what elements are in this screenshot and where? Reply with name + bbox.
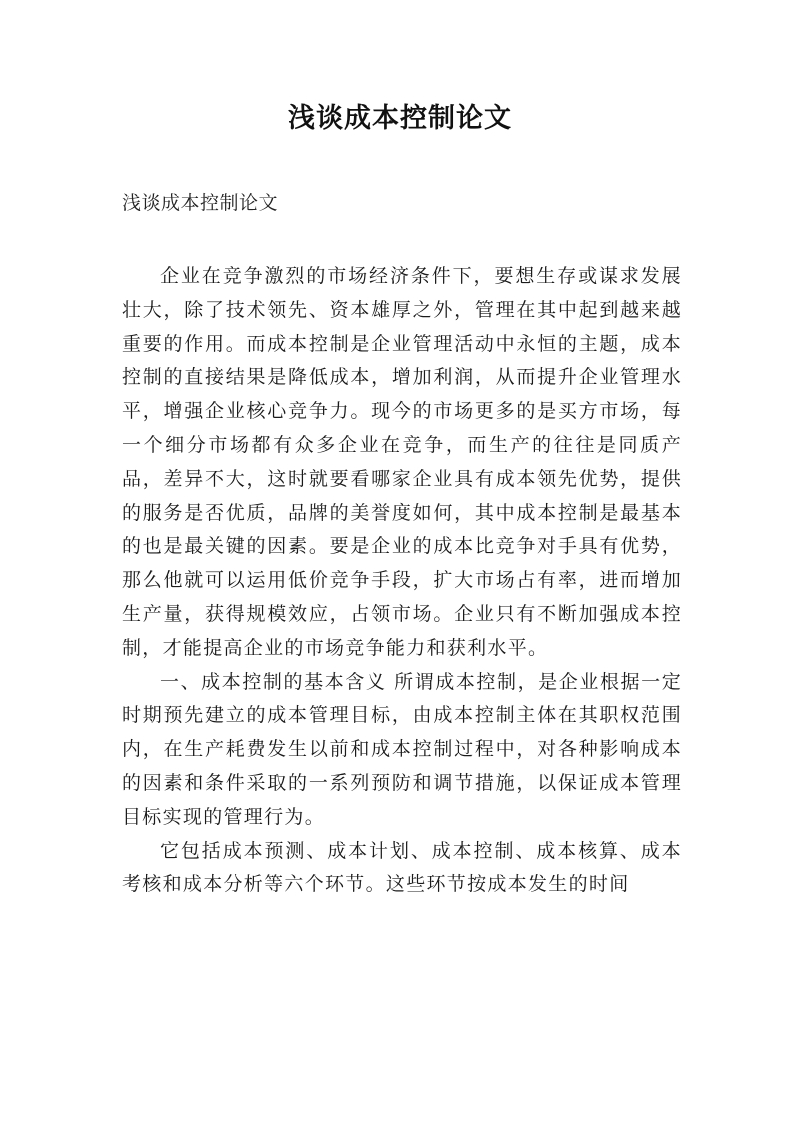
- document-subtitle: 浅谈成本控制论文: [122, 192, 279, 214]
- paragraph-definition: 一、成本控制的基本含义 所谓成本控制，是企业根据一定时期预先建立的成本管理目标，由成本控制主体在其职权范围内，在生产耗费发生以前和成本控制过程中，对各种影响成本的因素和条件采取的一系列预防和调节措施，以保证成本管理目标实现的管理行为。: [122, 670, 682, 828]
- paragraph-stages: 它包括成本预测、成本计划、成本控制、成本核算、成本考核和成本分析等六个环节。这些环节按成本发生的时间: [122, 839, 682, 896]
- document-body: [122, 260, 682, 902]
- document-title: 浅谈成本控制论文: [288, 103, 512, 134]
- paragraph-intro: 企业在竞争激烈的市场经济条件下，要想生存或谋求发展壮大，除了技术领先、资本雄厚之外，管理在其中起到越来越重要的作用。而成本控制是企业管理活动中永恒的主题，成本控制的直接结果是降低成本，增加利润，从而提升企业管理水平，增强企业核心竞争力。现今的市场更多的是买方市场，每一个细分市场都有众多企业在竞争，而生产的往往是同质产品，差异不大，这时就要看哪家企业具有成本领先优势，提供的服务是否优质，品牌的美誉度如何，其中成本控制是最基本的也是最关键的因素。要是企业的成本比竞争对手具有优势，那么他就可以运用低价竞争手段，扩大市场占有率，进而增加生产量，获得规模效应，占领市场。企业只有不断加强成本控制，才能提高企业的市场竞争能力和获利水平。: [122, 265, 682, 659]
